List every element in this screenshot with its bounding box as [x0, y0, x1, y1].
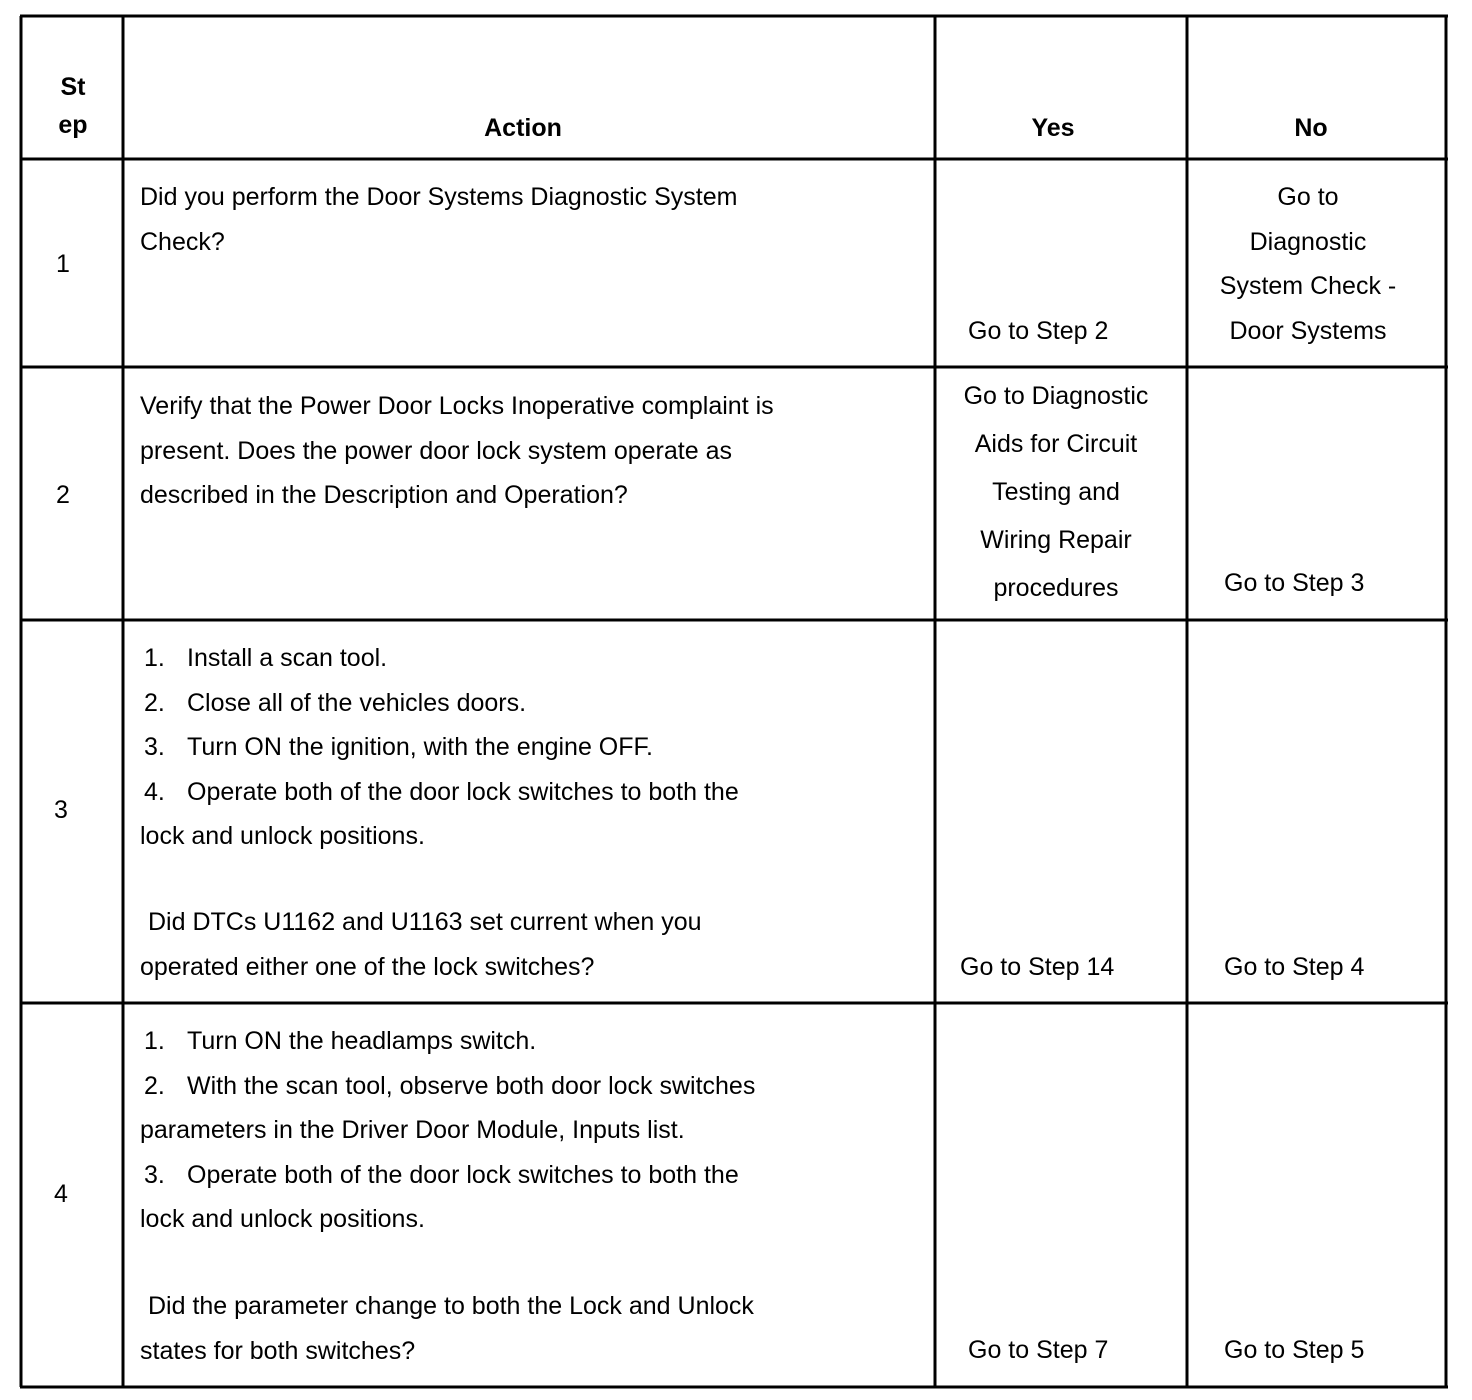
row-1-yes: Go to Step 2: [968, 317, 1109, 345]
row-2-step: 2: [56, 481, 70, 509]
row-2-action-line: described in the Description and Operation?: [140, 481, 628, 509]
row-1-step: 1: [56, 250, 70, 278]
row-2-yes-line: Aids for Circuit: [974, 430, 1138, 458]
row-2-yes-line: procedures: [993, 574, 1119, 602]
header-step-line1: St: [60, 73, 86, 101]
row-2-no: Go to Step 3: [1224, 569, 1365, 597]
row-1-no: [1187, 175, 1429, 353]
list-item: 2. With the scan tool, observe both door lock switches: [144, 1071, 756, 1100]
question-line: states for both switches?: [140, 1336, 416, 1365]
header-yes: Yes: [1031, 114, 1075, 142]
row-1-no-line: Go to: [1277, 183, 1339, 211]
header-step: [23, 68, 123, 144]
list-item: 3. Operate both of the door lock switches to both the: [144, 1160, 739, 1189]
row-2-yes: [935, 372, 1177, 612]
row-1-no-line: System Check -: [1219, 272, 1397, 300]
row-4-no: Go to Step 5: [1224, 1336, 1365, 1364]
row-1-action: [140, 175, 737, 264]
row-1-action-line: Did you perform the Door Systems Diagnostic System: [140, 183, 738, 211]
list-item: 1. Turn ON the headlamps switch.: [144, 1027, 537, 1055]
header-step-line2: ep: [58, 111, 88, 139]
list-continuation: lock and unlock positions.: [140, 1205, 425, 1233]
row-2-action-line: present. Does the power door lock system operate as: [140, 436, 732, 465]
header-action: Action: [484, 114, 562, 142]
row-3-question: [140, 900, 702, 989]
row-4-action: [140, 1019, 755, 1242]
row-2-yes-line: Wiring Repair: [980, 526, 1132, 554]
question-line: Did the parameter change to both the Lock and Unlock: [148, 1292, 754, 1320]
list-item: 4. Operate both of the door lock switches to both the: [144, 777, 739, 806]
row-3-yes: Go to Step 14: [960, 953, 1115, 981]
row-2-action: [140, 384, 774, 518]
row-4-question: [140, 1284, 754, 1373]
list-item: 1. Install a scan tool.: [144, 644, 388, 672]
list-item: 3. Turn ON the ignition, with the engine OFF.: [144, 733, 653, 761]
question-line: Did DTCs U1162 and U1163 set current when you: [148, 908, 702, 936]
row-2-yes-line: Testing and: [992, 478, 1120, 506]
list-continuation: parameters in the Driver Door Module, Inputs list.: [140, 1116, 685, 1144]
header-no: No: [1294, 114, 1328, 142]
row-3-action: [140, 636, 739, 859]
list-continuation: lock and unlock positions.: [140, 822, 425, 850]
row-1-no-line: Door Systems: [1229, 316, 1387, 345]
row-2-action-line: Verify that the Power Door Locks Inoperative complaint is: [140, 392, 774, 420]
row-4-step: 4: [54, 1180, 68, 1208]
row-2-yes-line: Go to Diagnostic: [963, 382, 1149, 410]
row-3-step: 3: [54, 796, 68, 824]
row-1-no-line: Diagnostic: [1249, 227, 1367, 256]
row-4-yes: Go to Step 7: [968, 1336, 1109, 1364]
list-item: 2. Close all of the vehicles doors.: [144, 688, 527, 717]
row-3-no: Go to Step 4: [1224, 953, 1365, 981]
row-1-action-line: Check?: [140, 227, 225, 256]
question-line: operated either one of the lock switches?: [140, 952, 595, 981]
